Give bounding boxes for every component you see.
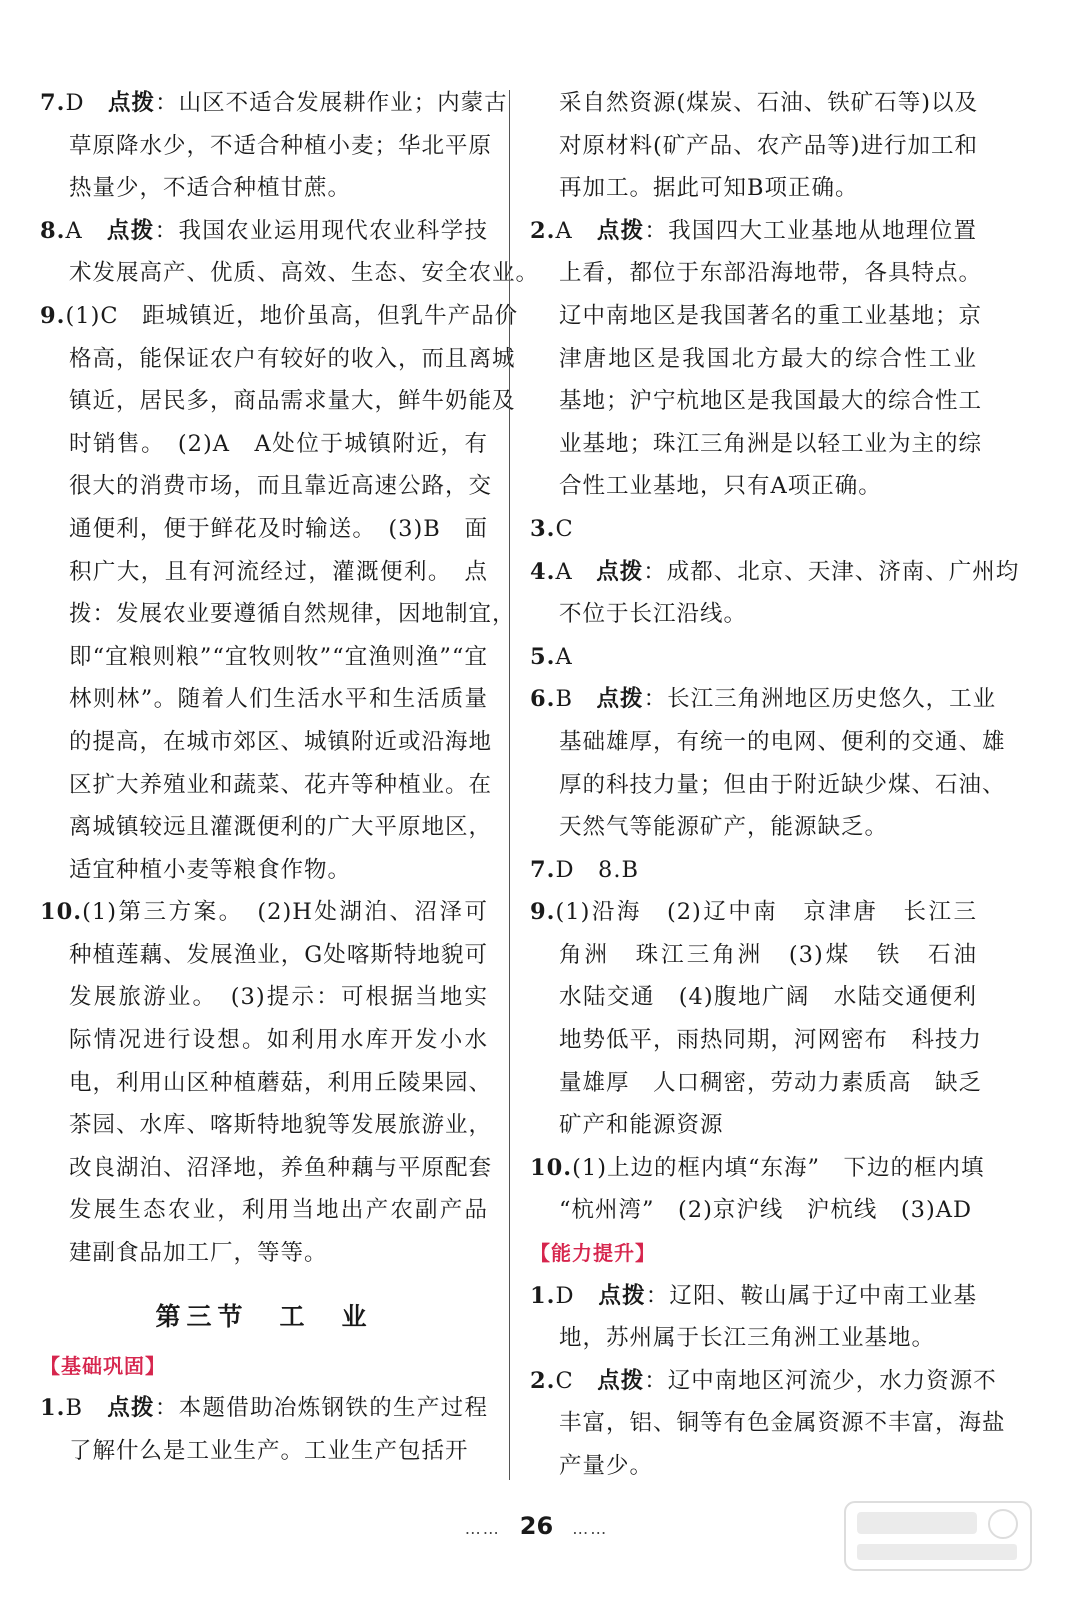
- answer-line: [530, 1402, 1006, 1445]
- explanation-text: ：辽阳、鞍山属于辽中南工业基: [645, 1282, 977, 1309]
- explanation-text: 基础雄厚，有统一的电网、便利的交通、雄: [559, 728, 1006, 755]
- answer-line: [40, 380, 516, 423]
- answer-line: [530, 1104, 977, 1147]
- question-number: 9.: [530, 899, 556, 926]
- ability-tag: 【能力提升】: [530, 1241, 656, 1266]
- column-divider: [509, 90, 510, 1480]
- explanation-text: 适宜种植小麦等粮食作物。: [69, 856, 352, 883]
- explanation-text: 的提高，在城市郊区、城镇附近或沿海地: [69, 728, 493, 755]
- answer-line: [530, 1019, 983, 1062]
- answer-line: [530, 82, 977, 125]
- answer-line: [40, 764, 493, 807]
- question-number: 7.: [530, 856, 556, 883]
- answer-line: [530, 1189, 977, 1232]
- explanation-text: 格高，能保证农户有较好的收入，而且离城: [69, 345, 516, 372]
- explanation-text: 厚的科技力量；但由于附近缺少煤、石油、: [559, 771, 1006, 798]
- explanation-text: 地势低平，雨热同期，河网密布 科技力: [559, 1027, 983, 1054]
- answer-text: B: [65, 1395, 108, 1422]
- answer-line: [530, 1275, 977, 1318]
- explanation-text: 上看，都位于东部沿海地带，各具特点。: [559, 260, 983, 287]
- hint-label: 点拨: [108, 90, 156, 116]
- answer-line: [530, 891, 977, 934]
- explanation-text: 再加工。据此可知B项正确。: [559, 175, 859, 202]
- answer-line: [40, 636, 488, 679]
- explanation-text: 量雄厚 人口稠密，劳动力素质高 缺乏: [559, 1069, 983, 1096]
- question-number: 2.: [530, 217, 556, 244]
- answer-line: [530, 764, 1006, 807]
- answer-line: [40, 1232, 488, 1275]
- hint-label: 点拨: [106, 217, 155, 244]
- explanation-text: 区扩大养殖业和蔬菜、花卉等种植业。在: [69, 771, 493, 798]
- explanation-text: 对原材料(矿产品、农产品等)进行加工和: [559, 132, 979, 159]
- answer-line: [40, 295, 519, 338]
- explanation-text: 合性工业基地，只有A项正确。: [559, 473, 882, 500]
- answer-line: [40, 678, 488, 721]
- explanation-text: 术发展高产、优质、高效、生态、安全农业。: [69, 260, 540, 287]
- answer-line: [530, 551, 1020, 594]
- answer-line: [530, 1147, 985, 1190]
- answer-line: [40, 252, 540, 295]
- answer-line: [530, 167, 977, 210]
- answer-line: [40, 1387, 488, 1430]
- explanation-text: ：辽中南地区河流少，水力资源不: [644, 1367, 997, 1394]
- answer-line: [40, 338, 516, 381]
- footer-dots-right: ……: [572, 1519, 609, 1538]
- explanation-text: 矿产和能源资源: [559, 1112, 724, 1139]
- answer-line: [40, 1104, 493, 1147]
- explanation-text: 业基地；珠江三角洲是以轻工业为主的综: [559, 430, 983, 457]
- question-number: 6.: [530, 686, 556, 713]
- answer-text: A: [555, 643, 573, 670]
- explanation-text: 拨：发展农业要遵循自然规律，因地制宜，: [69, 601, 516, 628]
- explanation-text: 角洲 珠江三角洲 (3)煤 铁 石油: [559, 941, 977, 968]
- right-ability-answers: [530, 1275, 1006, 1488]
- explanation-text: 时销售。 (2)A A处位于城镇附近，有: [69, 430, 488, 457]
- hint-label: 点拨: [596, 217, 645, 244]
- explanation-text: 电，利用山区种植蘑菇，利用丘陵果园、: [69, 1069, 493, 1096]
- explanation-text: 发展旅游业。 (3)提示：可根据当地实: [69, 984, 488, 1011]
- question-number: 4.: [530, 558, 556, 585]
- hint-label: 点拨: [597, 1367, 645, 1394]
- explanation-text: ：山区不适合发展耕作业；内蒙古: [155, 90, 508, 116]
- answer-line: [40, 125, 493, 168]
- answer-line: [40, 551, 488, 594]
- explanation-text: ：我国四大工业基地从地理位置: [644, 217, 977, 244]
- answer-line: [530, 976, 977, 1019]
- explanation-text: ：我国农业运用现代农业科学技: [154, 217, 488, 244]
- question-number: 1.: [40, 1395, 66, 1422]
- answer-text: D 8.B: [555, 856, 640, 883]
- answer-line: [40, 849, 488, 892]
- question-number: 1.: [530, 1282, 556, 1309]
- answer-line: [40, 976, 488, 1019]
- answer-text: (1)上边的框内填“东海” 下边的框内填: [572, 1154, 985, 1181]
- answer-text: C: [555, 515, 574, 542]
- question-number: 3.: [530, 515, 556, 542]
- answer-line: [530, 508, 977, 551]
- answer-line: [40, 806, 493, 849]
- answer-line: [40, 1019, 488, 1062]
- answer-text: A: [65, 217, 107, 244]
- explanation-text: 际情况进行设想。如利用水库开发小水: [69, 1027, 488, 1054]
- answer-line: [40, 210, 488, 253]
- explanation-text: 丰富，铝、铜等有色金属资源不丰富，海盐: [559, 1410, 1006, 1437]
- right-basic-answers: [530, 82, 1020, 1232]
- answer-line: [40, 721, 493, 764]
- explanation-text: 林则林”。随着人们生活水平和生活质量: [69, 686, 488, 713]
- explanation-text: 地，苏州属于长江三角洲工业基地。: [559, 1325, 936, 1352]
- explanation-text: “杭州湾” (2)京沪线 沪杭线 (3)AD: [559, 1197, 973, 1224]
- answer-line: [530, 721, 1006, 764]
- answer-text: A: [555, 217, 597, 244]
- question-number: 10.: [530, 1154, 573, 1181]
- hint-label: 点拨: [596, 558, 644, 585]
- page-number: 26: [519, 1512, 554, 1540]
- section-title: 第三节 工 业: [155, 1301, 373, 1331]
- explanation-text: 通便利，便于鲜花及时输送。 (3)B 面: [69, 515, 488, 542]
- answer-line: [40, 508, 488, 551]
- answer-line: [530, 1445, 977, 1488]
- answer-line: [530, 125, 977, 168]
- answer-line: [40, 423, 488, 466]
- hint-label: 点拨: [107, 1395, 155, 1422]
- question-number: 7.: [40, 90, 66, 116]
- explanation-text: 了解什么是工业生产。工业生产包括开: [69, 1437, 469, 1464]
- answer-line: [40, 82, 508, 125]
- answer-line: [40, 1062, 493, 1105]
- answer-line: [530, 210, 977, 253]
- watermark-logo: [843, 1500, 1033, 1572]
- answer-line: [530, 423, 983, 466]
- right-column: [530, 82, 1020, 1488]
- answer-line: [530, 1317, 977, 1360]
- explanation-text: 茶园、水库、喀斯特地貌等发展旅游业，: [69, 1112, 493, 1139]
- answer-text: (1)第三方案。 (2)H处湖泊、沼泽可: [82, 899, 488, 926]
- answer-line: [530, 1360, 997, 1403]
- explanation-text: 产量少。: [559, 1453, 654, 1479]
- explanation-text: ：本题借助冶炼钢铁的生产过程: [154, 1395, 488, 1422]
- answer-line: [40, 465, 493, 508]
- left-answers: [40, 82, 540, 1275]
- answer-line: [530, 252, 983, 295]
- answer-line: [530, 295, 983, 338]
- answer-line: [40, 167, 488, 210]
- explanation-text: ：长江三角洲地区历史悠久，工业: [643, 686, 997, 713]
- answer-line: [40, 1147, 493, 1190]
- answer-line: [530, 380, 983, 423]
- explanation-text: 草原降水少，不适合种植小麦；华北平原: [69, 132, 493, 159]
- explanation-text: ：成都、北京、天津、济南、广州均: [643, 558, 1020, 585]
- answer-text: (1)C 距城镇近，地价虽高，但乳牛产品价: [65, 302, 519, 329]
- answer-line: [40, 891, 488, 934]
- answer-line: [530, 338, 977, 381]
- explanation-text: 发展生态农业，利用当地出产农副产品: [69, 1197, 488, 1224]
- answer-line: [530, 1062, 983, 1105]
- answer-text: (1)沿海 (2)辽中南 京津唐 长江三: [555, 899, 977, 926]
- explanation-text: 不位于长江沿线。: [559, 601, 748, 628]
- explanation-text: 津唐地区是我国北方最大的综合性工业: [559, 345, 977, 372]
- answer-line: [530, 593, 977, 636]
- answer-text: A: [555, 558, 597, 585]
- explanation-text: 基地；沪宁杭地区是我国最大的综合性工: [559, 388, 983, 415]
- answer-line: [40, 1189, 488, 1232]
- explanation-text: 改良湖泊、沼泽地，养鱼种藕与平原配套: [69, 1154, 493, 1181]
- question-number: 9.: [40, 302, 66, 329]
- answer-line: [40, 934, 488, 977]
- explanation-text: 热量少，不适合种植甘蔗。: [69, 175, 352, 202]
- answer-text: C: [555, 1367, 598, 1394]
- explanation-text: 离城镇较远且灌溉便利的广大平原地区，: [69, 814, 493, 841]
- answer-line: [40, 1430, 488, 1473]
- answer-line: [40, 593, 516, 636]
- answer-line: [530, 465, 977, 508]
- question-number: 10.: [40, 899, 83, 926]
- explanation-text: 很大的消费市场，而且靠近高速公路，交: [69, 473, 493, 500]
- answer-line: [530, 806, 977, 849]
- answer-line: [530, 934, 977, 977]
- answer-text: B: [555, 686, 597, 713]
- explanation-text: 辽中南地区是我国著名的重工业基地；京: [559, 302, 983, 329]
- explanation-text: 种植莲藕、发展渔业，G处喀斯特地貌可: [69, 941, 488, 968]
- explanation-text: 积广大，且有河流经过，灌溉便利。 点: [69, 558, 488, 585]
- basic-tag: 【基础巩固】: [40, 1353, 166, 1378]
- explanation-text: 天然气等能源矿产，能源缺乏。: [559, 814, 889, 841]
- hint-label: 点拨: [596, 686, 644, 713]
- left-basic-answers: [40, 1387, 488, 1472]
- explanation-text: 镇近，居民多，商品需求量大，鲜牛奶能及: [69, 388, 516, 415]
- left-column: [40, 82, 540, 1472]
- explanation-text: 水陆交通 (4)腹地广阔 水陆交通便利: [559, 984, 977, 1011]
- question-number: 2.: [530, 1367, 556, 1394]
- answer-line: [530, 849, 977, 892]
- answer-text: D: [555, 1282, 599, 1309]
- explanation-text: 即“宜粮则粮”“宜牧则牧”“宜渔则渔”“宜: [69, 643, 488, 670]
- answer-line: [530, 678, 997, 721]
- explanation-text: 建副食品加工厂，等等。: [69, 1240, 328, 1267]
- question-number: 8.: [40, 217, 66, 244]
- answer-line: [530, 636, 977, 679]
- answer-text: D: [65, 90, 109, 116]
- question-number: 5.: [530, 643, 556, 670]
- footer-dots-left: ……: [464, 1519, 501, 1538]
- hint-label: 点拨: [598, 1282, 646, 1309]
- explanation-text: 采自然资源(煤炭、石油、铁矿石等)以及: [559, 90, 979, 116]
